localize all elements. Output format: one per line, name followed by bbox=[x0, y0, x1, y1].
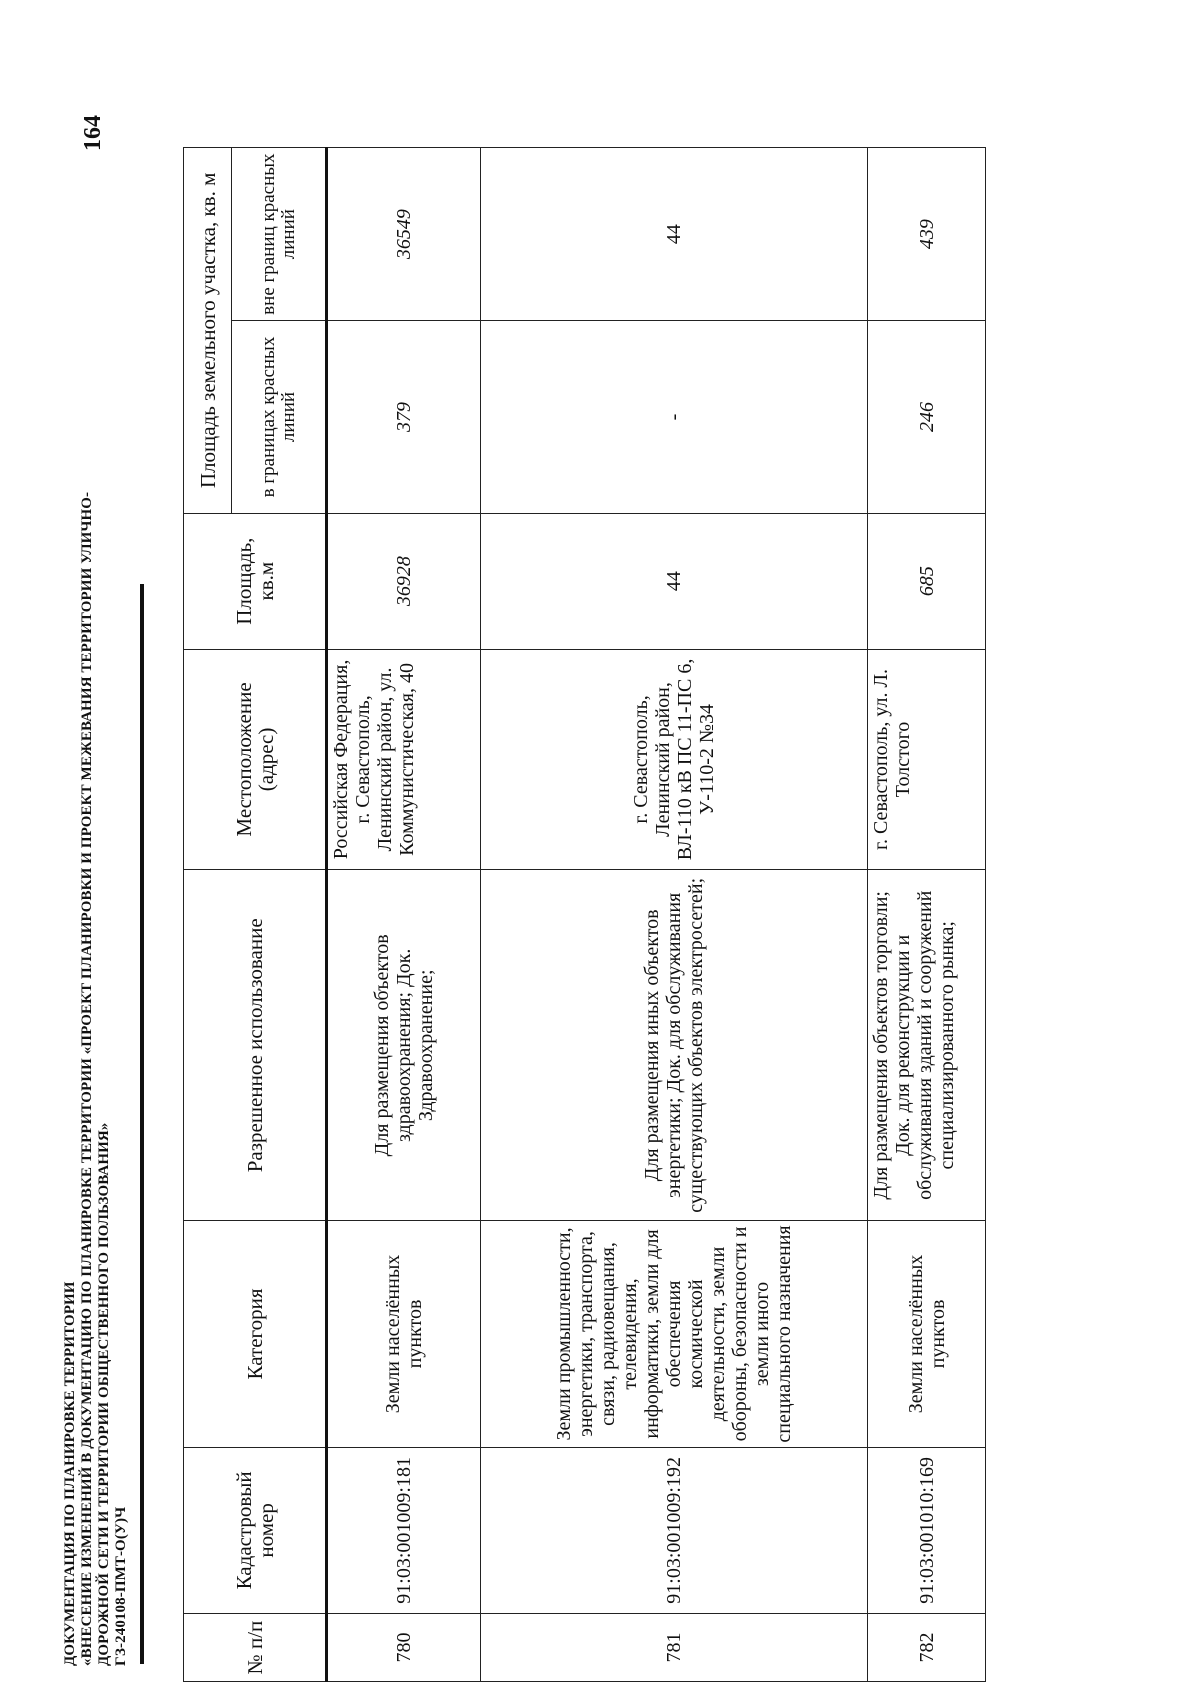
col-header-use: Разрешенное использование bbox=[184, 870, 327, 1221]
cell-num: 781 bbox=[481, 1614, 868, 1682]
table-row bbox=[481, 148, 868, 1682]
cell-num: 782 bbox=[868, 1614, 986, 1682]
table-row bbox=[868, 148, 986, 1682]
cell-outside-red-lines: 44 bbox=[481, 148, 868, 321]
table-row bbox=[327, 148, 481, 1682]
cell-within-red-lines: 379 bbox=[327, 321, 481, 513]
col-header-category: Категория bbox=[184, 1221, 327, 1447]
header-line-3: ДОРОЖНОЙ СЕТИ И ТЕРРИТОРИИ ОБЩЕСТВЕННОГО ПОЛЬЗОВАНИЯ» bbox=[96, 1122, 112, 1666]
cell-category: Земли населённых пунктов bbox=[327, 1221, 481, 1447]
col-header-outside-red-lines: вне границ красных линий bbox=[232, 148, 327, 321]
cell-use: Для размещения объектов торговли; Док. для реконструкции и обслуживания зданий и сооружений специализированного рынка; bbox=[868, 870, 986, 1221]
cell-address: Российская Федерация, г. Севастополь, Ленинский район, ул. Коммунистическая, 40 bbox=[327, 649, 481, 870]
cell-outside-red-lines: 36549 bbox=[327, 148, 481, 321]
cell-category: Земли промышленности, энергетики, транспорта, связи, радиовещания, телевидения, информатики, земли для обеспечения космической деятельности, земли обороны, безопасности и земли иного специального назначения bbox=[481, 1221, 868, 1447]
cell-cadastral: 91:03:001010:169 bbox=[868, 1447, 986, 1613]
cell-address: г. Севастополь, ул. Л. Толстого bbox=[868, 649, 986, 870]
cell-num: 780 bbox=[327, 1614, 481, 1682]
cell-use: Для размещения объектов здравоохранения; Док. Здравоохранение; bbox=[327, 870, 481, 1221]
header-line-2: «ВНЕСЕНИЕ ИЗМЕНЕНИЙ В ДОКУМЕНТАЦИЮ ПО ПЛАНИРОВКЕ ТЕРРИТОРИИ «ПРОЕКТ ПЛАНИРОВКИ И ПРОЕКТ МЕЖЕВАНИЯ ТЕРРИТОРИИ УЛИЧНО- bbox=[79, 491, 95, 1666]
col-header-address: Местоположение (адрес) bbox=[184, 649, 327, 870]
col-header-cadastral: Кадастровый номер bbox=[184, 1447, 327, 1613]
cell-use: Для размещения иных объектов энергетики; Док. для обслуживания существующих объектов электросетей; bbox=[481, 870, 868, 1221]
col-header-plot-area: Площадь земельного участка, кв. м bbox=[184, 148, 232, 514]
cell-cadastral: 91:03:001009:192 bbox=[481, 1447, 868, 1613]
cell-outside-red-lines: 439 bbox=[868, 148, 986, 321]
cell-within-red-lines: 246 bbox=[868, 321, 986, 513]
document-header bbox=[62, 491, 130, 1666]
header-divider bbox=[140, 584, 144, 1664]
cell-category: Земли населённых пунктов bbox=[868, 1221, 986, 1447]
land-plots-table bbox=[183, 147, 986, 1682]
cell-address: г. Севастополь, Ленинский район, ВЛ-110 кВ ПС 11-ПС 6, У-110-2 №34 bbox=[481, 649, 868, 870]
cell-area: 36928 bbox=[327, 513, 481, 649]
cell-area: 44 bbox=[481, 513, 868, 649]
col-header-within-red-lines: в границах красных линий bbox=[232, 321, 327, 513]
col-header-area: Площадь, кв.м bbox=[184, 513, 327, 649]
header-line-4: ГЗ-240108-ПМТ-О(У)Ч bbox=[113, 1506, 129, 1666]
header-line-1: ДОКУМЕНТАЦИЯ ПО ПЛАНИРОВКЕ ТЕРРИТОРИИ bbox=[62, 1281, 78, 1666]
cell-area: 685 bbox=[868, 513, 986, 649]
col-header-num: № п/п bbox=[184, 1614, 327, 1682]
cell-cadastral: 91:03:001009:181 bbox=[327, 1447, 481, 1613]
page-number: 164 bbox=[80, 115, 106, 151]
cell-within-red-lines: - bbox=[481, 321, 868, 513]
